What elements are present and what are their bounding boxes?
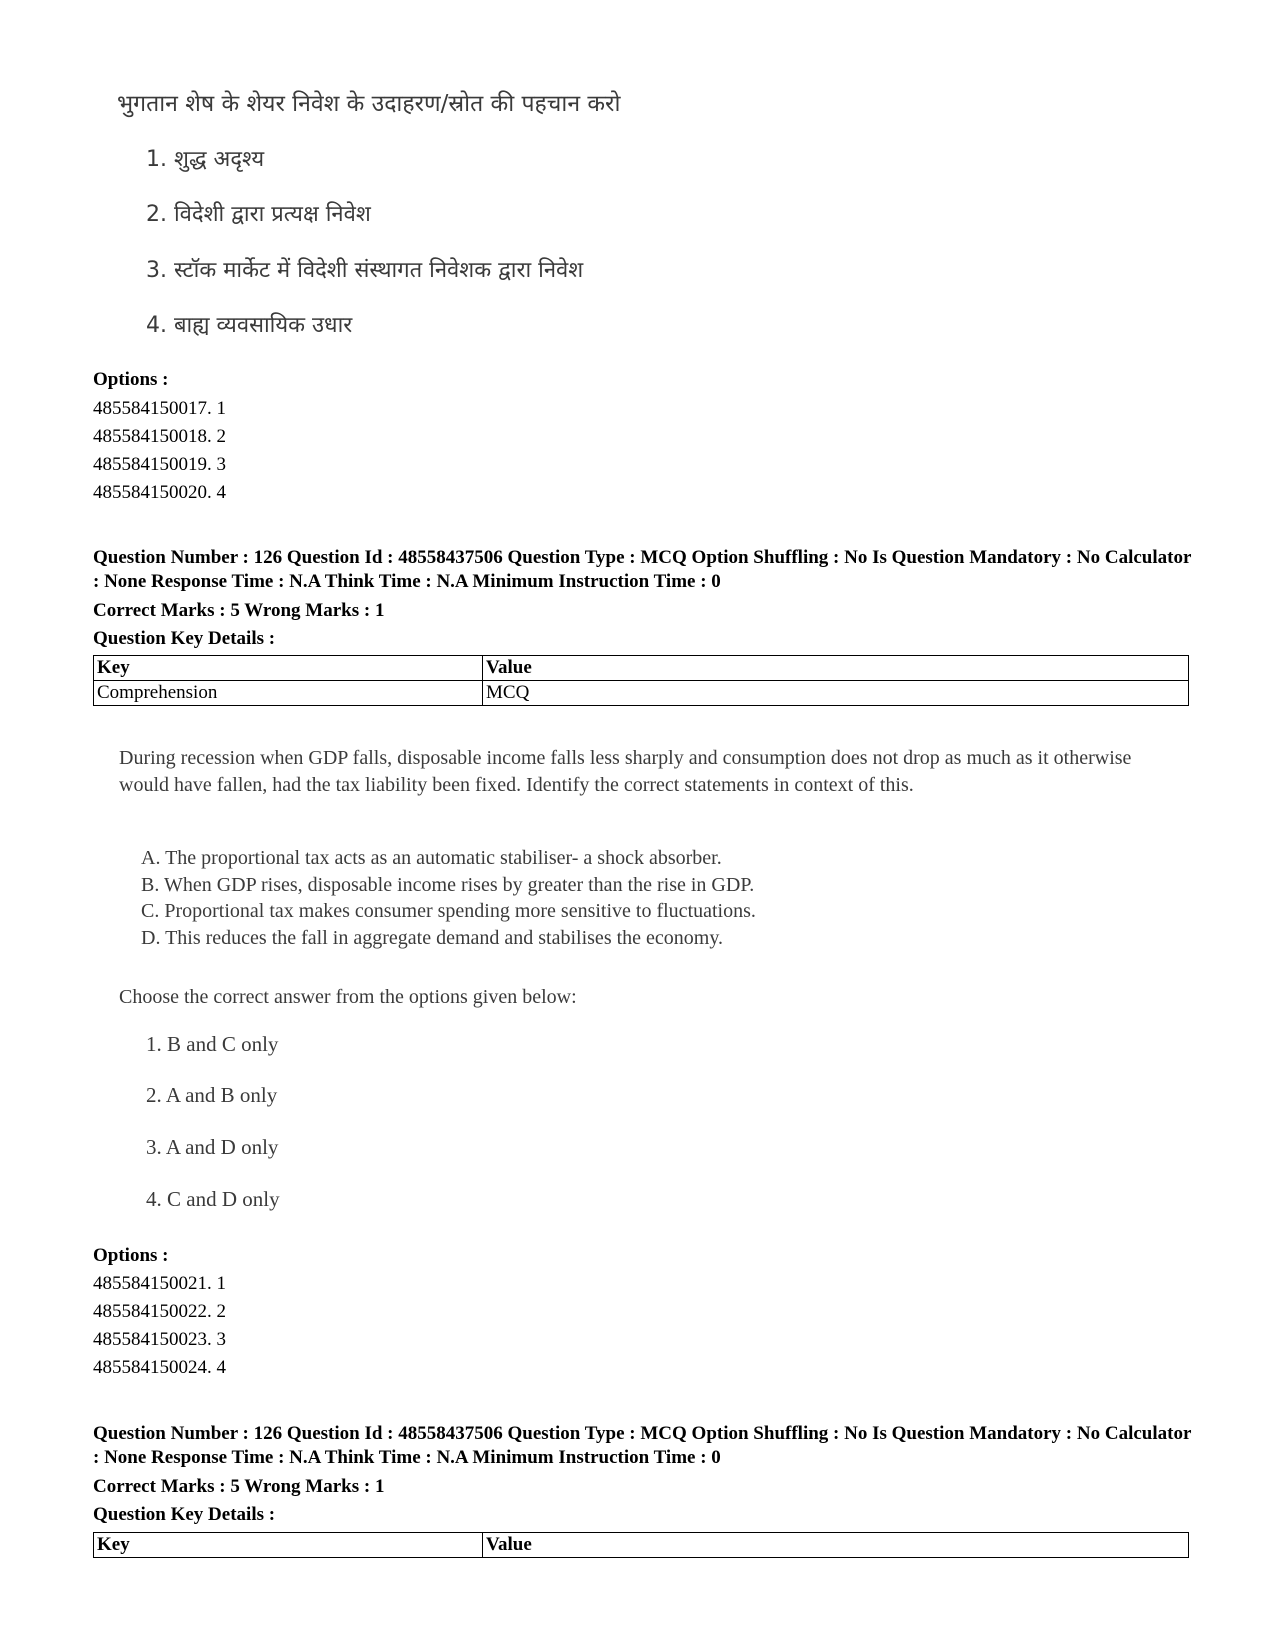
question3-key-table	[93, 1532, 1189, 1558]
question2-meta: Question Number : 126 Question Id : 48558437506 Question Type : MCQ Option Shuffling : No Is Question Mandatory : No Calculator : None Response Time : N.A Think Time : N.A Minimum Instruction Time : 0	[93, 547, 1192, 592]
question2-answer-2: 2. A and B only	[146, 1083, 278, 1107]
question1-option-4: 485584150020. 4	[93, 482, 226, 503]
question1-option-1: 485584150017. 1	[93, 398, 226, 419]
question2-answer-3: 3. A and D only	[146, 1135, 279, 1159]
question1-option-2: 485584150018. 2	[93, 426, 226, 447]
question1-options-heading: Options :	[93, 369, 169, 390]
table-header-row	[94, 656, 1189, 681]
question2-instruction: Choose the correct answer from the options given below:	[119, 986, 577, 1008]
question2-options-heading: Options :	[93, 1245, 169, 1266]
question1-title: भुगतान शेष के शेयर निवेश के उदाहरण/स्रोत की पहचान करो	[117, 91, 621, 117]
question1-item-4: 4. बाह्य व्यवसायिक उधार	[146, 313, 353, 338]
question2-statement-b: B. When GDP rises, disposable income rises by greater than the rise in GDP.	[141, 874, 755, 896]
question2-answer-4: 4. C and D only	[146, 1187, 280, 1211]
question2-answer-1: 1. B and C only	[146, 1032, 279, 1056]
question1-item-3: 3. स्टॉक मार्केट में विदेशी संस्थागत निवेशक द्वारा निवेश	[146, 258, 584, 283]
question3-marks: Correct Marks : 5 Wrong Marks : 1	[93, 1476, 385, 1497]
question2-key-table	[93, 655, 1189, 706]
question2-passage: During recession when GDP falls, disposable income falls less sharply and consumption does not drop as much as it otherwise would have fallen, had the tax liability been fixed. Identify the correct statements in context of this.	[119, 747, 1132, 796]
question2-statement-d: D. This reduces the fall in aggregate demand and stabilises the economy.	[141, 927, 724, 949]
table-cell-key: Comprehension	[94, 681, 483, 706]
table-cell-value: MCQ	[483, 681, 1189, 706]
table-header-value: Value	[483, 1533, 1189, 1558]
question2-statement-c: C. Proportional tax makes consumer spending more sensitive to fluctuations.	[141, 900, 756, 922]
question2-marks: Correct Marks : 5 Wrong Marks : 1	[93, 600, 385, 621]
table-header-key: Key	[94, 656, 483, 681]
question2-key-details-heading: Question Key Details :	[93, 628, 276, 649]
question1-item-1: 1. शुद्ध अदृश्य	[146, 147, 265, 172]
question3-meta: Question Number : 126 Question Id : 48558437506 Question Type : MCQ Option Shuffling : No Is Question Mandatory : No Calculator : None Response Time : N.A Think Time : N.A Minimum Instruction Time : 0	[93, 1423, 1192, 1468]
question2-statement-a: A. The proportional tax acts as an automatic stabiliser- a shock absorber.	[141, 847, 722, 869]
table-header-key: Key	[94, 1533, 483, 1558]
table-header-value: Value	[483, 656, 1189, 681]
table-header-row	[94, 1533, 1189, 1558]
table-row	[94, 681, 1189, 706]
question2-option-3: 485584150023. 3	[93, 1329, 226, 1350]
question1-option-3: 485584150019. 3	[93, 454, 226, 475]
question2-option-1: 485584150021. 1	[93, 1273, 226, 1294]
question1-item-2: 2. विदेशी द्वारा प्रत्यक्ष निवेश	[146, 202, 371, 227]
question2-option-2: 485584150022. 2	[93, 1301, 226, 1322]
question3-key-details-heading: Question Key Details :	[93, 1504, 276, 1525]
question2-option-4: 485584150024. 4	[93, 1357, 226, 1378]
